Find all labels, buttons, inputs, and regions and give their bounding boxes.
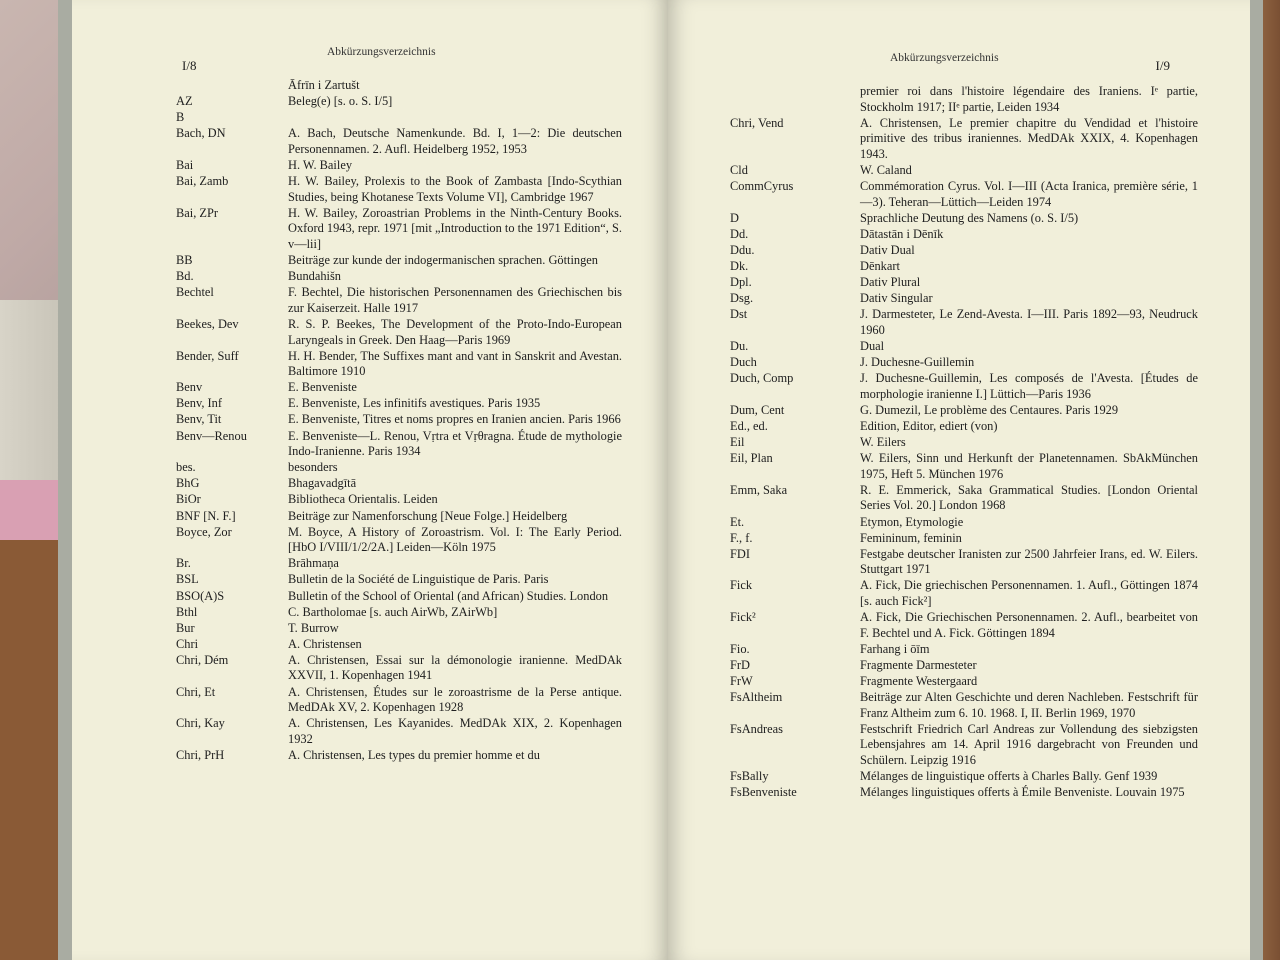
abbreviation-entry — [176, 621, 622, 637]
abbreviation: Du. — [730, 339, 749, 353]
abbreviation-entry — [730, 769, 1198, 785]
abbreviation: D — [730, 210, 739, 225]
abbreviation-entry — [176, 653, 622, 684]
abbreviation: Benv — [176, 380, 203, 395]
definition: Mélanges de linguistique offerts à Charles Bally. Genf 1939 — [860, 769, 1158, 784]
definition: besonders — [288, 460, 338, 475]
abbreviation: BSL — [176, 572, 199, 587]
definition: R. E. Emmerick, Saka Grammatical Studies. [London Oriental Series Vol. 20.] London 1968 — [860, 482, 1198, 513]
definition: J. Duchesne-Guillemin — [860, 355, 975, 370]
abbreviation-entry — [176, 269, 622, 285]
abbreviation-entry — [730, 722, 1198, 769]
definition: A. Christensen, Le premier chapitre du Vendidad et l'histoire primitive des tribus iraniennes. MedDAk XXIX, 4. Kopenhagen 1943. — [860, 115, 1198, 161]
abbreviation — [730, 84, 860, 115]
abbreviation-entry — [176, 412, 622, 428]
abbreviation: Bai, ZPr — [176, 205, 218, 220]
page-number: I/9 — [1155, 58, 1170, 73]
abbreviation: Dum, Cent — [730, 402, 785, 417]
definition: J. Darmesteter, Le Zend-Avesta. I—III. Paris 1892—93, Neudruck 1960 — [860, 307, 1198, 337]
abbreviation: Benv, Tit — [176, 412, 222, 427]
abbreviation: BhG — [176, 476, 200, 491]
abbreviation-entry — [176, 509, 622, 525]
abbreviation-entry — [176, 589, 622, 605]
abbreviation-entry — [730, 259, 1198, 275]
abbreviation: Dsg. — [730, 291, 754, 306]
abbreviation: CommCyrus — [730, 179, 794, 194]
definition: H. W. Bailey — [288, 157, 353, 172]
abbreviation-entry — [730, 785, 1198, 801]
abbreviation-entry — [730, 483, 1198, 514]
abbreviation-entry — [730, 578, 1198, 609]
abbreviation: Emm, Saka — [730, 482, 788, 497]
abbreviation-entry — [730, 515, 1198, 531]
background-pink-object — [0, 480, 60, 540]
definition: Femininum, feminin — [860, 530, 962, 545]
abbreviation — [176, 78, 288, 94]
definition: Beleg(e) [s. o. S. I/5] — [288, 94, 393, 109]
abbreviation: FsAltheim — [730, 690, 783, 705]
page-number: I/8 — [182, 58, 197, 73]
abbreviation: Br. — [176, 556, 191, 571]
abbreviation-entry — [730, 371, 1198, 402]
abbreviation-entry — [176, 637, 622, 653]
abbreviation-entry — [176, 605, 622, 621]
abbreviation-entry — [730, 451, 1198, 482]
left-page — [72, 0, 668, 960]
abbreviation-entry — [176, 429, 622, 460]
definition: premier roi dans l'histoire légendaire des Iraniens. Iᵉ partie, Stockholm 1917; IIᵉ partie, Leiden 1934 — [860, 84, 1198, 114]
definition: Āfrīn i Zartušt — [288, 78, 360, 92]
abbreviation-entry — [176, 78, 622, 94]
abbreviation-entry — [176, 253, 622, 269]
abbreviation: FDI — [730, 546, 750, 561]
abbreviation-entry — [730, 163, 1198, 179]
abbreviation: Bur — [176, 620, 195, 635]
abbreviation: Dd. — [730, 226, 749, 241]
definition: W. Eilers, Sinn und Herkunft der Planetennamen. SbAkMünchen 1975, Heft 5. München 1976 — [860, 451, 1198, 481]
abbreviation-entry — [176, 206, 622, 253]
abbreviation: Ddu. — [730, 242, 755, 257]
entry-list — [730, 84, 1198, 801]
definition: A. Christensen — [288, 636, 362, 651]
abbreviation: B — [176, 110, 185, 125]
definition: Fragmente Westergaard — [860, 673, 978, 688]
abbreviation: Benv—Renou — [176, 428, 247, 443]
abbreviation-entry — [730, 355, 1198, 371]
abbreviation: Eil, Plan — [730, 451, 773, 466]
abbreviation: Chri, Dém — [176, 652, 229, 667]
definition: Bulletin de la Société de Linguistique de Paris. Paris — [288, 572, 549, 587]
abbreviation-entry — [176, 110, 622, 126]
definition: C. Bartholomae [s. auch AirWb, ZAirWb] — [288, 604, 498, 619]
definition: W. Eilers — [860, 435, 906, 450]
abbreviation: AZ — [176, 94, 193, 109]
abbreviation-entry — [176, 285, 622, 316]
abbreviation: Chri, Vend — [730, 115, 784, 130]
running-head: Abkürzungsverzeichnis — [327, 46, 436, 58]
definition: Bibliotheca Orientalis. Leiden — [288, 492, 438, 507]
definition: A. Fick, Die griechischen Personennamen. 1. Aufl., Göttingen 1874 [s. auch Fick²] — [860, 578, 1198, 608]
abbreviation-entry — [730, 307, 1198, 338]
definition: G. Dumezil, Le problème des Centaures. Paris 1929 — [860, 402, 1119, 417]
abbreviation: FsBally — [730, 769, 769, 784]
definition: A. Fick, Die Griechischen Personennamen. 2. Aufl., bearbeitet von F. Bechtel und A. Fick. Göttingen 1894 — [860, 610, 1198, 640]
abbreviation: Chri, Kay — [176, 716, 225, 731]
definition: F. Bechtel, Die historischen Personennamen des Griechischen bis zur Kaiserzeit. Halle 1917 — [288, 285, 622, 315]
abbreviation-entry — [730, 531, 1198, 547]
definition — [288, 110, 622, 126]
abbreviation: Dst — [730, 307, 748, 322]
definition: Beiträge zur Alten Geschichte und deren Nachleben. Festschrift für Franz Altheim zum 6. 10. 1968. I, II. Berlin 1969, 1970 — [860, 690, 1198, 720]
abbreviation-entry — [176, 492, 622, 508]
definition: Dativ Plural — [860, 275, 921, 290]
running-head: Abkürzungsverzeichnis — [890, 52, 999, 64]
abbreviation-entry — [730, 642, 1198, 658]
definition: M. Boyce, A History of Zoroastrism. Vol. I: The Early Period. [HbO I/VIII/1/2/2A.] Leiden—Köln 1975 — [288, 524, 622, 555]
definition: A. Christensen, Essai sur la démonologie iranienne. MedDAk XXVII, 1. Kopenhagen 1941 — [288, 652, 622, 683]
abbreviation-entry — [176, 525, 622, 556]
abbreviation: BB — [176, 253, 193, 268]
definition: Dātastān i Dēnīk — [860, 226, 944, 241]
definition: A. Christensen, Les types du premier homme et du — [288, 747, 540, 762]
definition: Beiträge zur Namenforschung [Neue Folge.] Heidelberg — [288, 508, 568, 523]
definition: J. Duchesne-Guillemin, Les composés de l'Avesta. [Études de morphologie iranienne I.] Lüttich—Paris 1936 — [860, 371, 1198, 401]
definition: Commémoration Cyrus. Vol. I—III (Acta Iranica, première série, 1—3). Teheran—Lüttich—Leiden 1974 — [860, 179, 1198, 209]
abbreviation-entry — [176, 317, 622, 348]
definition: Festgabe deutscher Iranisten zur 2500 Jahrfeier Irans, ed. W. Eilers. Stuttgart 1971 — [860, 546, 1198, 577]
abbreviation: Beekes, Dev — [176, 316, 239, 331]
definition: Farhang i ōīm — [860, 641, 930, 656]
definition: Edition, Editor, ediert (von) — [860, 418, 998, 433]
definition: E. Benveniste — [288, 380, 357, 395]
definition: Dativ Singular — [860, 291, 933, 306]
abbreviation-entry — [730, 403, 1198, 419]
abbreviation-entry — [730, 547, 1198, 578]
definition: Bulletin of the School of Oriental (and African) Studies. London — [288, 588, 609, 603]
abbreviation: Bd. — [176, 269, 194, 284]
abbreviation-entry — [730, 690, 1198, 721]
right-page — [668, 0, 1250, 960]
abbreviation-entry — [176, 174, 622, 205]
definition: A. Christensen, Les Kayanides. MedDAk XIX, 2. Kopenhagen 1932 — [288, 716, 622, 746]
definition: Dativ Dual — [860, 242, 915, 257]
definition: Etymon, Etymologie — [860, 514, 964, 529]
abbreviation-entry — [730, 243, 1198, 259]
abbreviation: bes. — [176, 460, 196, 475]
abbreviation: FrW — [730, 673, 753, 688]
abbreviation-entry — [176, 349, 622, 380]
abbreviation: Benv, Inf — [176, 396, 222, 411]
entry-list — [176, 78, 622, 764]
abbreviation: Dk. — [730, 259, 749, 274]
abbreviation-entry — [176, 748, 622, 764]
abbreviation-entry — [176, 380, 622, 396]
abbreviation-entry — [730, 419, 1198, 435]
definition: Brāhmaṇa — [288, 556, 339, 571]
abbreviation: Bai, Zamb — [176, 174, 229, 189]
definition: E. Benveniste, Titres et noms propres en Iranien ancien. Paris 1966 — [288, 412, 621, 427]
abbreviation: Dpl. — [730, 275, 752, 290]
abbreviation-entry — [730, 227, 1198, 243]
abbreviation: Cld — [730, 162, 748, 177]
abbreviation-entry — [730, 179, 1198, 210]
definition: H. W. Bailey, Prolexis to the Book of Zambasta [Indo-Scythian Studies, being Khotanese Texts Volume VI], Cambridge 1967 — [288, 174, 622, 204]
definition: Bundahišn — [288, 269, 342, 284]
abbreviation: Fick — [730, 578, 753, 593]
abbreviation-entry — [176, 476, 622, 492]
abbreviation-entry — [176, 396, 622, 412]
abbreviation-entry — [730, 610, 1198, 641]
abbreviation-entry — [730, 674, 1198, 690]
abbreviation-entry — [176, 126, 622, 157]
definition: T. Burrow — [288, 620, 339, 635]
abbreviation-entry — [730, 84, 1198, 115]
abbreviation-entry — [176, 685, 622, 716]
definition: Mélanges linguistiques offerts à Émile Benveniste. Louvain 1975 — [860, 785, 1185, 800]
abbreviation: BSO(A)S — [176, 588, 225, 603]
abbreviation-entry — [176, 158, 622, 174]
abbreviation-entry — [730, 658, 1198, 674]
abbreviation-entry — [176, 572, 622, 588]
abbreviation: BNF [N. F.] — [176, 508, 236, 523]
definition: H. H. Bender, The Suffixes mant and vant in Sanskrit and Avestan. Baltimore 1910 — [288, 348, 622, 379]
definition: A. Bach, Deutsche Namenkunde. Bd. I, 1—2: Die deutschen Personennamen. 2. Aufl. Heidelberg 1952, 1953 — [288, 126, 622, 156]
abbreviation: Et. — [730, 514, 745, 529]
abbreviation: Chri — [176, 636, 199, 651]
abbreviation: FsBenveniste — [730, 785, 797, 800]
abbreviation: Ed., ed. — [730, 418, 768, 433]
definition: A. Christensen, Études sur le zoroastrisme de la Perse antique. MedDAk XV, 2. Kopenhagen 1928 — [288, 684, 622, 715]
abbreviation: Fio. — [730, 641, 750, 656]
abbreviation: Bai — [176, 157, 194, 172]
definition: Dual — [860, 339, 885, 353]
abbreviation: Bach, DN — [176, 126, 226, 141]
abbreviation-entry — [176, 94, 622, 110]
abbreviation-entry — [730, 275, 1198, 291]
abbreviation: FsAndreas — [730, 721, 783, 736]
abbreviation-entry — [730, 435, 1198, 451]
abbreviation: F., f. — [730, 530, 753, 545]
abbreviation-entry — [176, 460, 622, 476]
definition: Fragmente Darmesteter — [860, 657, 977, 672]
abbreviation: Bender, Suff — [176, 348, 239, 363]
definition: E. Benveniste—L. Renou, Vṛtra et Vṛθragna. Étude de mythologie Indo-Iranienne. Paris 1934 — [288, 428, 622, 459]
abbreviation-entry — [730, 291, 1198, 307]
definition: R. S. P. Beekes, The Development of the Proto-Indo-European Laryngeals in Greek. Den Haag—Paris 1969 — [288, 316, 622, 347]
definition: Dēnkart — [860, 259, 900, 274]
abbreviation: Chri, PrH — [176, 747, 225, 762]
abbreviation-entry — [730, 116, 1198, 163]
abbreviation-entry — [730, 339, 1198, 355]
definition: Beiträge zur kunde der indogermanischen sprachen. Göttingen — [288, 253, 599, 268]
abbreviation: Chri, Et — [176, 684, 216, 699]
definition: H. W. Bailey, Zoroastrian Problems in the Ninth-Century Books. Oxford 1943, repr. 1971 [mit „Introduction to the 1971 Edition“, S. v—lii] — [288, 205, 622, 251]
abbreviation: Duch, Comp — [730, 371, 794, 386]
definition: E. Benveniste, Les infinitifs avestiques. Paris 1935 — [288, 396, 541, 411]
definition: Festschrift Friedrich Carl Andreas zur Vollendung des siebzigsten Lebensjahres am 14. April 1916 dargebracht von Freunden und Schülern. Leipzig 1916 — [860, 721, 1198, 767]
abbreviation-entry — [176, 556, 622, 572]
abbreviation-entry — [176, 716, 622, 747]
abbreviation: Bechtel — [176, 285, 214, 300]
abbreviation-entry — [730, 211, 1198, 227]
definition: Sprachliche Deutung des Namens (o. S. I/5) — [860, 210, 1079, 225]
abbreviation: BiOr — [176, 492, 201, 507]
abbreviation: Duch — [730, 355, 757, 370]
definition: Bhagavadgītā — [288, 476, 357, 491]
abbreviation: FrD — [730, 657, 750, 672]
definition: W. Caland — [860, 162, 912, 177]
abbreviation: Boyce, Zor — [176, 524, 232, 539]
abbreviation: Bthl — [176, 604, 198, 619]
abbreviation: Eil — [730, 435, 745, 450]
abbreviation: Fick² — [730, 610, 756, 625]
